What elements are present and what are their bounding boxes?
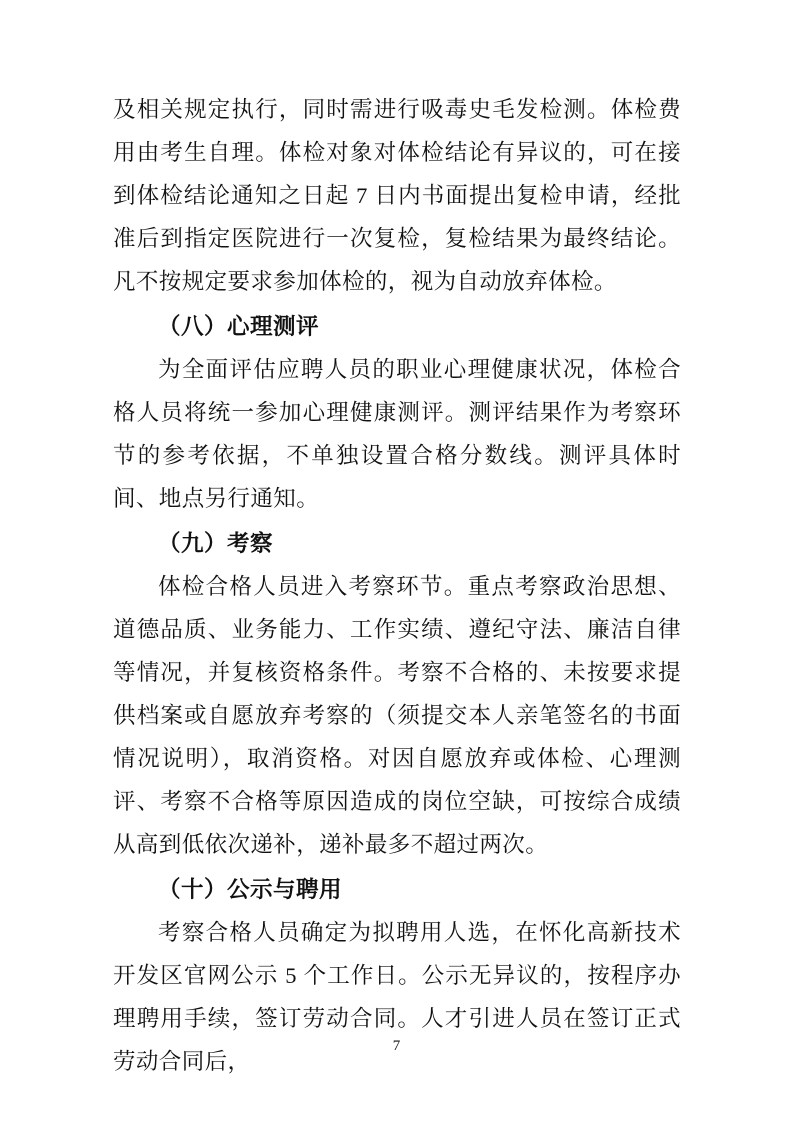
section-heading-psychological-assessment: （八）心理测评 <box>158 314 320 339</box>
paragraph-psychological-assessment: 为全面评估应聘人员的职业心理健康状况，体检合格人员将统一参加心理健康测评。测评结果作为考察环节的参考依据，不单独设置合格分数线。测评具体时间、地点另行通知。 <box>113 357 681 511</box>
section-heading-investigation: （九）考察 <box>158 531 274 556</box>
page-number: 7 <box>392 1038 401 1054</box>
paragraph-investigation: 体检合格人员进入考察环节。重点考察政治思想、道德品质、业务能力、工作实绩、遵纪守法、廉洁自律等情况，并复核资格条件。考察不合格的、未按要求提供档案或自愿放弃考察的（须提交本人亲笔签名的书面情况说明），取消资格。对因自愿放弃或体检、心理测评、考察不合格等原因造成的岗位空缺，可按综合成绩从高到低依次递补，递补最多不超过两次。 <box>113 574 681 857</box>
section-heading-publicity-and-employment: （十）公示与聘用 <box>158 877 343 902</box>
paragraph-publicity-and-employment: 考察合格人员确定为拟聘用人选，在怀化高新技术开发区官网公示 5 个工作日。公示无异议的，按程序办理聘用手续，签订劳动合同。人才引进人员在签订正式劳动合同后， <box>113 920 681 1074</box>
document-body <box>113 88 681 1083</box>
paragraph-body-continuation: 及相关规定执行，同时需进行吸毒史毛发检测。体检费用由考生自理。体检对象对体检结论有异议的，可在接到体检结论通知之日起 7 日内书面提出复检申请，经批准后到指定医院进行一次复检，复检结果为最终结论。凡不按规定要求参加体检的，视为自动放弃体检。 <box>113 97 681 294</box>
